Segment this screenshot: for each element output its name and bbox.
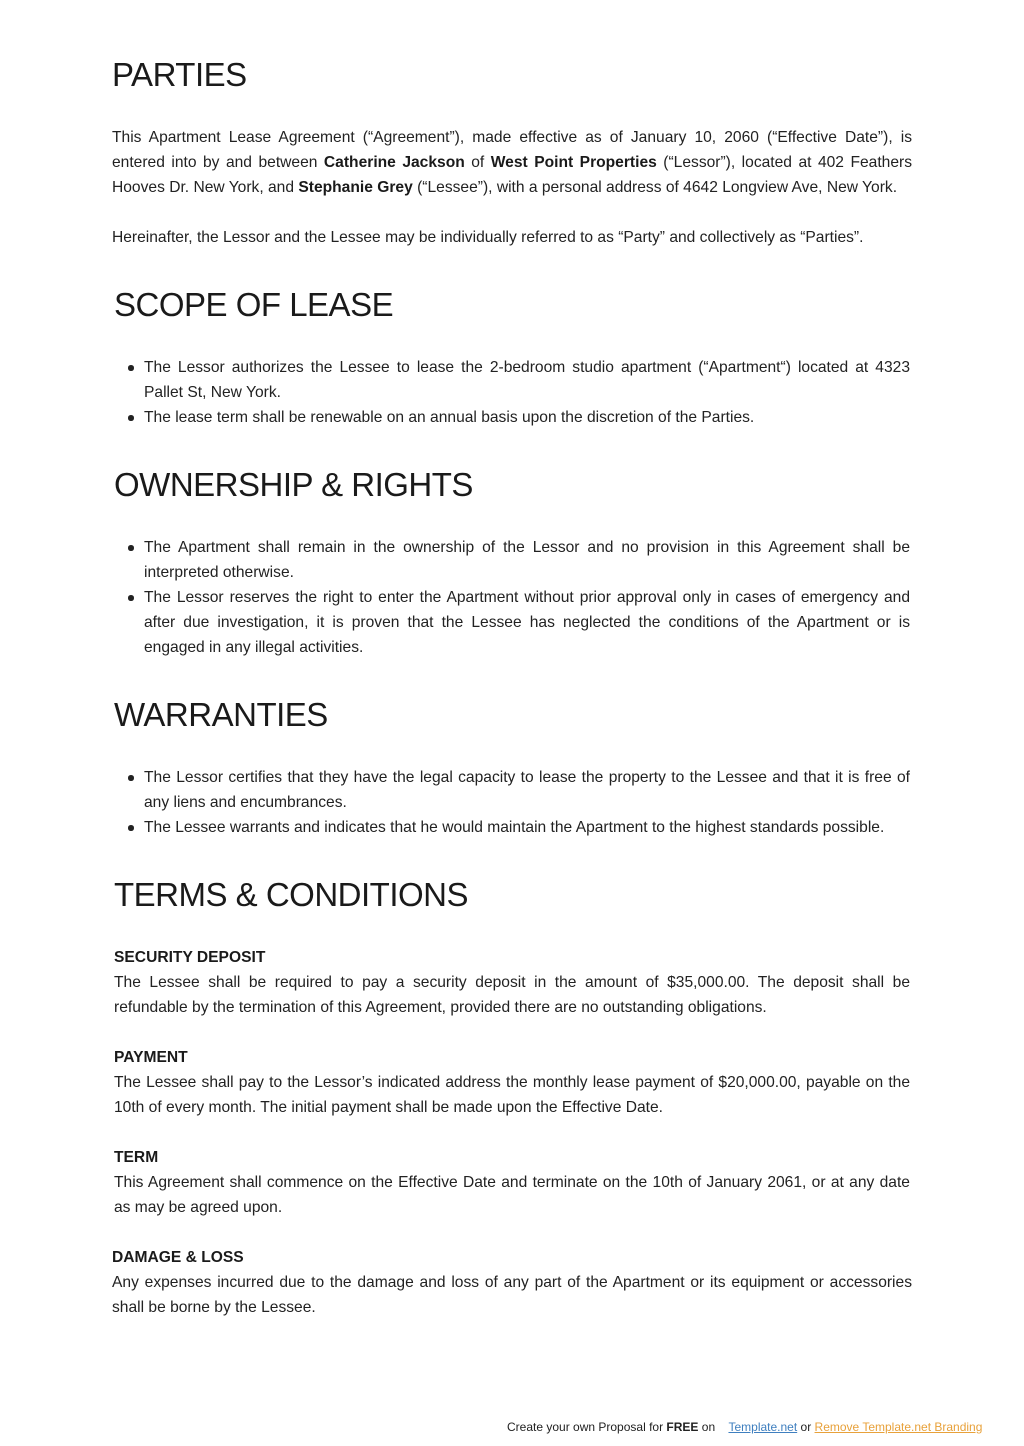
list-item-text: The Lessor authorizes the Lessee to lease the 2-bedroom studio apartment (“Apartment“) located at 4323 Pallet St, New York. [144,359,910,401]
bullet-icon [128,775,134,781]
list-item [114,765,910,815]
bullet-icon [128,365,134,371]
damage-loss-text: Any expenses incurred due to the damage and loss of any part of the Apartment or its equipment or accessories shall be borne by the Lessee. [112,1274,912,1316]
warranties-heading: WARRANTIES [114,696,328,733]
parties-collective-paragraph: Hereinafter, the Lessor and the Lessee may be individually referred to as “Party” and collectively as “Parties”. [112,229,864,246]
list-item-text: The Lessor certifies that they have the legal capacity to lease the property to the Lessee and that it is free of any liens and encumbrances. [144,769,910,811]
bullet-icon [128,595,134,601]
ownership-heading: OWNERSHIP & RIGHTS [114,466,473,503]
parties-text-3: (“Lessor”), located at 402 Feathers Hooves Dr. New York, and [112,154,912,196]
bullet-icon [128,545,134,551]
damage-loss-heading: DAMAGE & LOSS [112,1249,244,1266]
list-item [114,535,910,585]
list-item [114,355,910,405]
bullet-icon [128,825,134,831]
parties-text-4: (“Lessee”), with a personal address of 4642 Longview Ave, New York. [412,179,898,196]
bullet-icon [128,415,134,421]
security-deposit-heading: SECURITY DEPOSIT [114,949,266,966]
scope-heading: SCOPE OF LEASE [114,286,394,323]
terms-heading: TERMS & CONDITIONS [114,876,469,913]
list-item [114,405,910,430]
parties-paragraph [112,125,912,200]
warranties-list [114,765,910,840]
template-net-link[interactable]: Template.net [728,1420,798,1434]
lessor-name: Catherine Jackson [323,154,465,171]
list-item-text: The Lessee warrants and indicates that he would maintain the Apartment to the highest standards possible. [144,819,885,836]
list-item-text: The Lessor reserves the right to enter the Apartment without prior approval only in cases of emergency and after due investigation, it is proven that the Lessee has neglected the conditions of the Apartment or is engaged in any illegal activities. [144,589,910,656]
ownership-list [114,535,910,660]
branding-footer [507,1419,982,1435]
list-item [114,585,910,660]
footer-or: or [797,1420,815,1434]
payment-heading: PAYMENT [114,1049,188,1066]
remove-branding-link[interactable]: Remove Template.net Branding [814,1420,983,1434]
security-deposit-text: The Lessee shall be required to pay a security deposit in the amount of $35,000.00. The deposit shall be refundable by the termination of this Agreement, provided there are no outstanding obligations. [114,974,910,1016]
term-heading: TERM [114,1149,159,1166]
parties-heading: PARTIES [112,56,247,93]
scope-list [114,355,910,430]
list-item-text: The lease term shall be renewable on an annual basis upon the discretion of the Parties. [144,409,755,426]
footer-on: on [698,1420,719,1434]
parties-text-1: This Apartment Lease Agreement (“Agreement”), made effective as of January 10, 2060 (“Effective Date”), is entered into by and between [112,129,912,171]
parties-text-2: of [464,154,491,171]
list-item [114,815,910,840]
payment-text: The Lessee shall pay to the Lessor’s indicated address the monthly lease payment of $20,000.00, payable on the 10th of every month. The initial payment shall be made upon the Effective Date. [114,1074,910,1116]
footer-free: FREE [666,1420,699,1434]
term-text: This Agreement shall commence on the Effective Date and terminate on the 10th of January 2061, or at any date as may be agreed upon. [114,1174,910,1216]
lessee-name: Stephanie Grey [298,179,413,196]
lessor-company: West Point Properties [490,154,657,171]
footer-prefix: Create your own Proposal for [507,1420,667,1434]
list-item-text: The Apartment shall remain in the ownership of the Lessor and no provision in this Agreement shall be interpreted otherwise. [144,539,910,581]
